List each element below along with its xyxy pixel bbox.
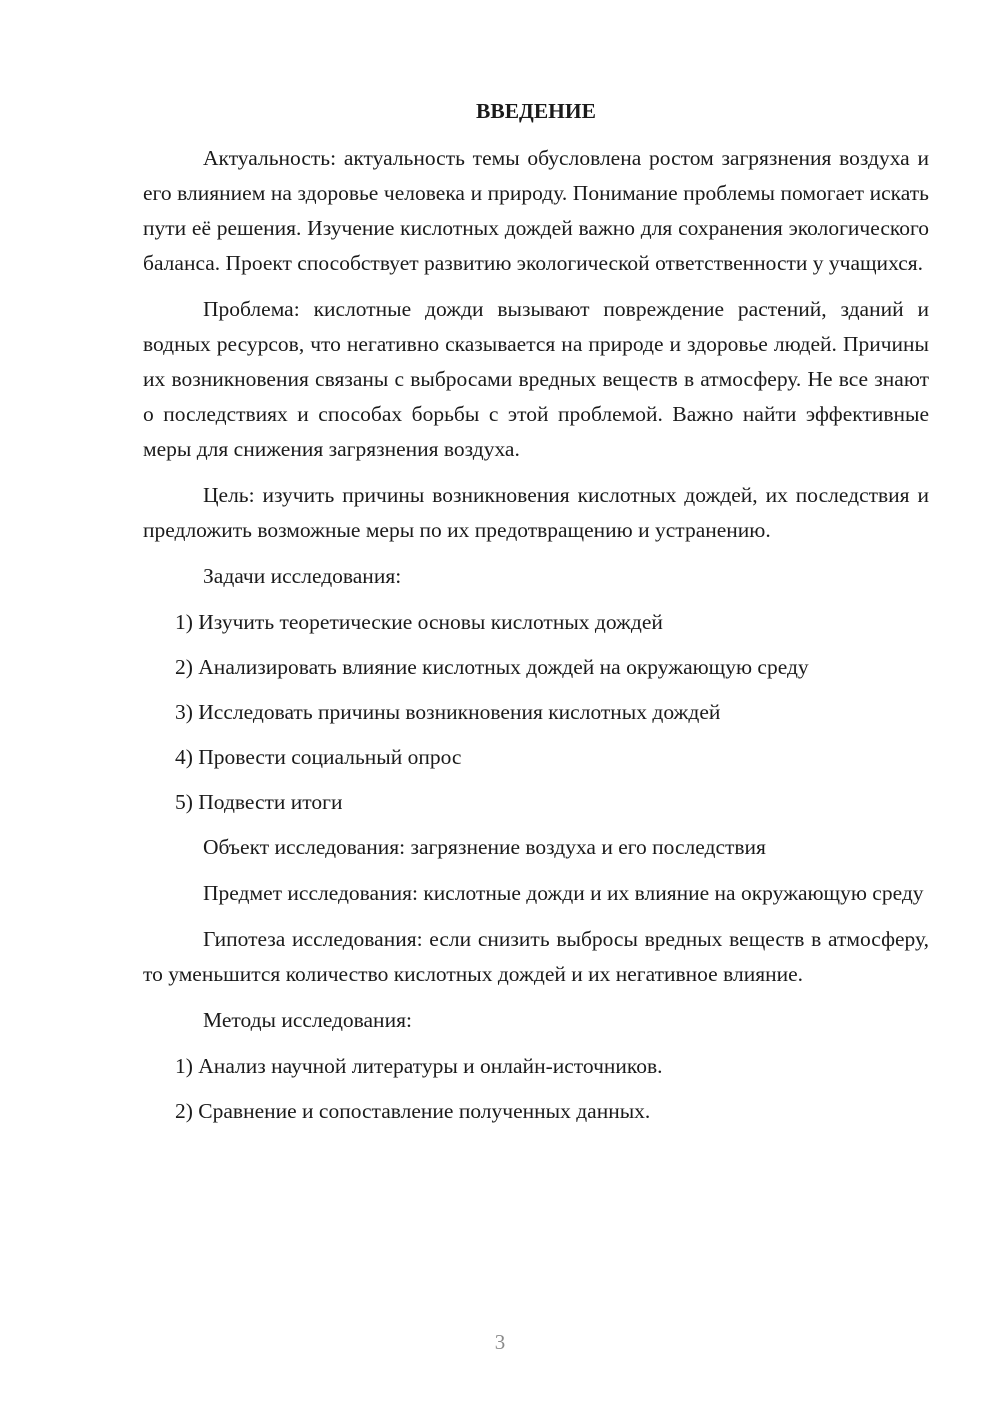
- section-title: ВВЕДЕНИЕ: [476, 99, 596, 123]
- subject-paragraph: Предмет исследования: кислотные дожди и их влияние на окружающую среду: [203, 881, 924, 905]
- object-paragraph: Объект исследования: загрязнение воздуха и его последствия: [203, 835, 766, 859]
- tasks-label: Задачи исследования:: [203, 564, 402, 588]
- relevance-paragraph: Актуальность: актуальность темы обусловлена ростом загрязнения воздуха и его влиянием на здоровье человека и природу. Понимание проблемы помогает искать пути её решения. Изучение кислотных дождей важно для сохранения экологического баланса. Проект способствует развитию экологической ответственности у учащихся.: [143, 146, 929, 275]
- method-item: 2) Сравнение и сопоставление полученных данных.: [175, 1099, 651, 1123]
- task-item: 5) Подвести итоги: [175, 790, 343, 814]
- method-item: 1) Анализ научной литературы и онлайн-источников.: [175, 1054, 663, 1078]
- methods-list: [143, 1049, 929, 1129]
- task-item: 1) Изучить теоретические основы кислотных дождей: [175, 610, 663, 634]
- hypothesis-paragraph: Гипотеза исследования: если снизить выбросы вредных веществ в атмосферу, то уменьшится количество кислотных дождей и их негативное влияние.: [143, 927, 929, 986]
- task-item: 2) Анализировать влияние кислотных дождей на окружающую среду: [175, 655, 809, 679]
- methods-label: Методы исследования:: [203, 1008, 412, 1032]
- page-content: [143, 94, 929, 1139]
- task-item: 4) Провести социальный опрос: [175, 745, 462, 769]
- goal-paragraph: Цель: изучить причины возникновения кислотных дождей, их последствия и предложить возможные меры по их предотвращению и устранению.: [143, 483, 929, 542]
- problem-paragraph: Проблема: кислотные дожди вызывают повреждение растений, зданий и водных ресурсов, что негативно сказывается на природе и здоровье людей. Причины их возникновения связаны с выбросами вредных веществ в атмосферу. Не все знают о последствиях и способах борьбы с этой проблемой. Важно найти эффективные меры для снижения загрязнения воздуха.: [143, 297, 929, 461]
- tasks-list: [143, 605, 929, 820]
- task-item: 3) Исследовать причины возникновения кислотных дождей: [175, 700, 721, 724]
- page-number: 3: [494, 1330, 506, 1354]
